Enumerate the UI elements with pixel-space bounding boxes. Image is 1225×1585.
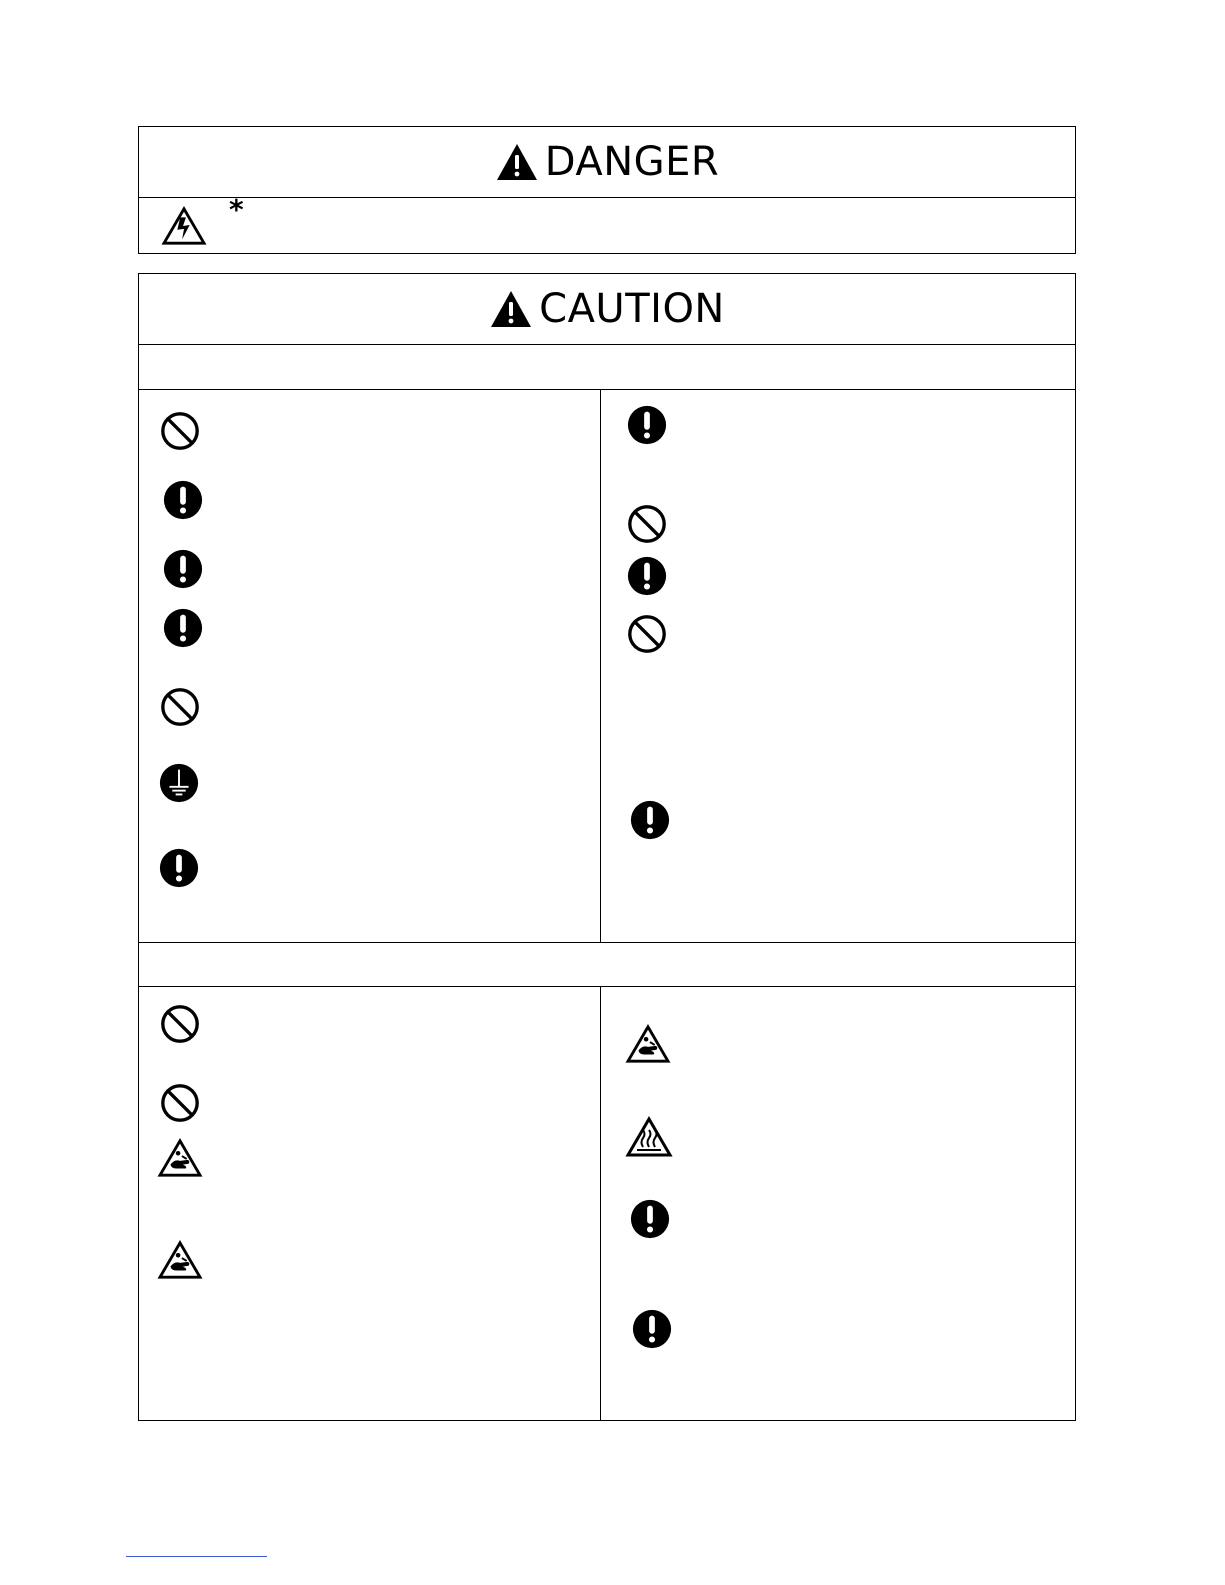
prohibition-circle-icon: [626, 613, 668, 655]
prohibition-circle-icon: [159, 410, 201, 452]
caution-header: [139, 274, 1075, 345]
ground-circle-icon: [158, 762, 200, 804]
footer-link-underline: [126, 1556, 267, 1557]
prohibition-circle-icon: [626, 503, 668, 545]
prohibition-circle-icon: [159, 1082, 201, 1124]
exclamation-circle-icon: [631, 1308, 673, 1350]
hand-caught-triangle-icon: [157, 1240, 203, 1280]
caution-panel: [138, 273, 1076, 1421]
exclamation-circle-icon: [162, 479, 204, 521]
prohibition-circle-icon: [159, 1003, 201, 1045]
exclamation-circle-icon: [629, 799, 671, 841]
exclamation-circle-icon: [162, 548, 204, 590]
hot-surface-triangle-icon: [625, 1116, 673, 1158]
hand-caught-triangle-icon: [625, 1024, 671, 1064]
exclamation-circle-icon: [626, 404, 668, 446]
danger-row: [139, 193, 1075, 253]
exclamation-circle-icon: [158, 847, 200, 889]
section-2-top-divider: [139, 942, 1075, 943]
warning-triangle-icon: [495, 142, 539, 182]
warning-triangle-icon: [489, 289, 533, 329]
exclamation-circle-icon: [162, 607, 204, 649]
section-2-divider: [139, 986, 1075, 987]
section-2-column-divider: [600, 986, 601, 1420]
exclamation-circle-icon: [629, 1198, 671, 1240]
danger-panel: [138, 126, 1076, 254]
danger-header: [139, 127, 1075, 198]
electric-shock-triangle-icon: [161, 206, 207, 246]
danger-note-marker: *: [229, 193, 244, 226]
hand-caught-triangle-icon: [157, 1138, 203, 1178]
prohibition-circle-icon: [159, 686, 201, 728]
exclamation-circle-icon: [626, 555, 668, 597]
caution-title: CAUTION: [539, 286, 725, 332]
section-1-column-divider: [600, 389, 601, 942]
section-1-divider: [139, 389, 1075, 390]
danger-title: DANGER: [544, 139, 720, 185]
